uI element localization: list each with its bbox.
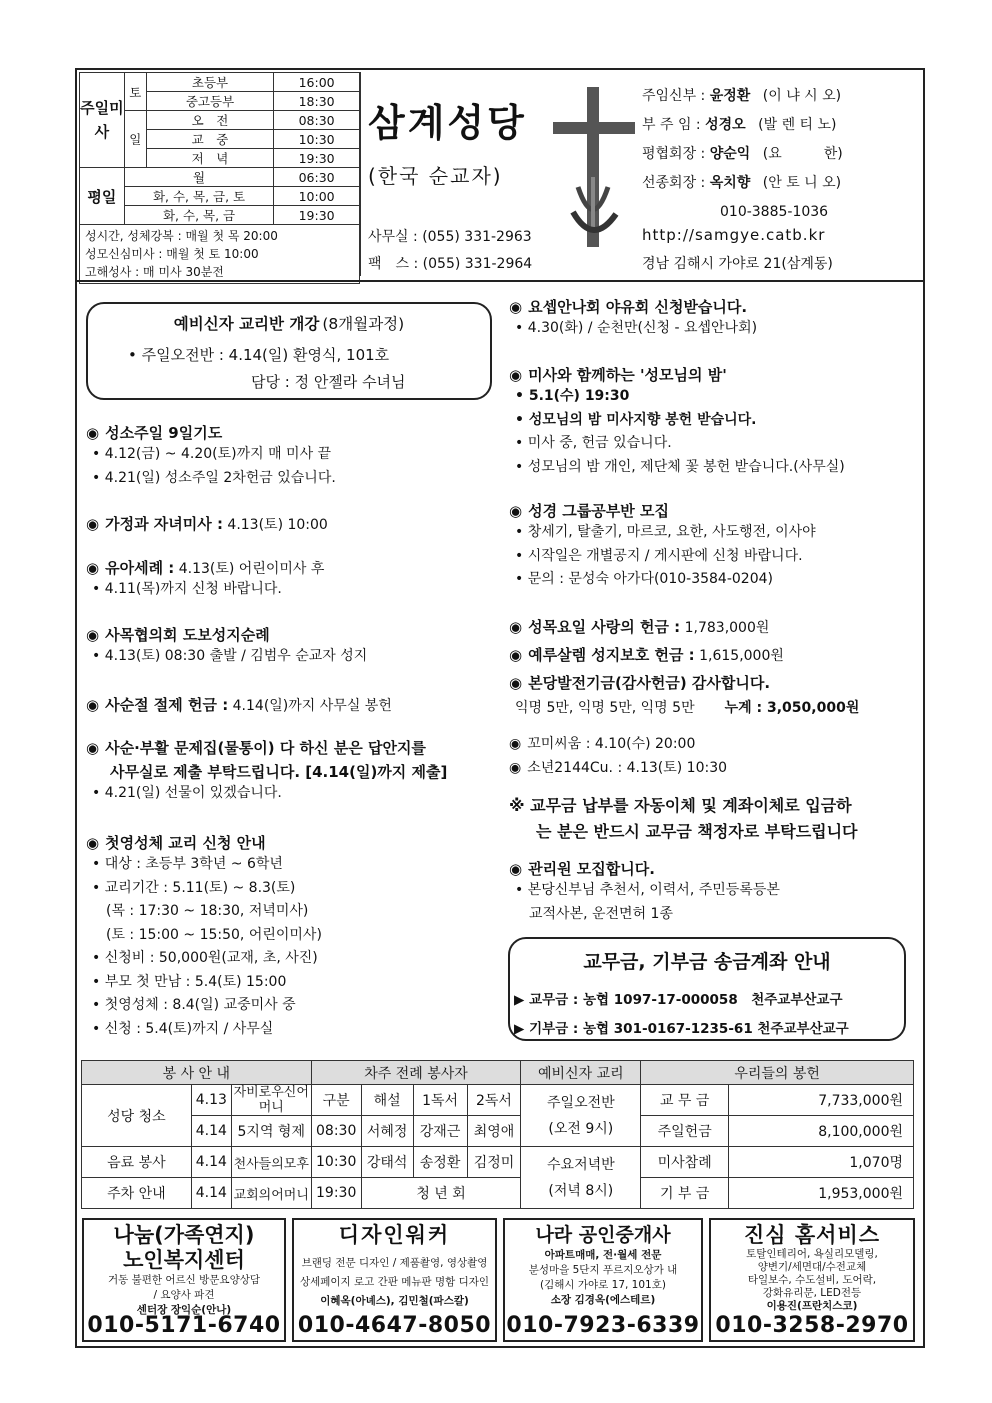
website-url[interactable]: http://samgye.catb.kr <box>642 226 826 244</box>
weekday-mass-label: 평일 <box>80 168 125 225</box>
mass-schedule-table <box>79 72 360 284</box>
catechumen-teacher: 담당 : 정 안젤라 수녀님 <box>251 373 406 391</box>
ad-nanum: 나눔(가족연지) 노인복지센터 거동 불편한 어르신 방문요양상담 / 요양사 파견 센터장 장익순(안나) 010-5171-6740 <box>82 1218 286 1342</box>
notice-vocation: ◉ 성소주일 9일기도 • 4.12(금) ~ 4.20(토)까지 매 미사 끝 • 4.21(일) 성소주일 2차헌금 있습니다. <box>86 424 336 486</box>
notice-pilgrimage: ◉ 사목협의회 도보성지순례 • 4.13(토) 08:30 출발 / 김범우 순교자 성지 <box>86 626 368 664</box>
sunday-mass-label: 주일미사 <box>80 73 125 168</box>
ad-phone[interactable]: 010-3258-2970 <box>715 1313 909 1338</box>
mass-name: 저 녁 <box>146 149 273 168</box>
mass-name: 교 중 <box>146 130 273 149</box>
sunday-label: 일 <box>124 111 146 168</box>
catechumen-title: 예비신자 교리반 개강 <box>173 315 320 333</box>
notice-youth: ◉ 꼬미씨움 : 4.10(수) 20:00 ◉ 소년2144Cu. : 4.13(토) 10:30 <box>509 736 728 776</box>
office-phone: 사무실 : (055) 331-2963 <box>368 229 532 245</box>
staff-row: 주임신부 : 윤정환 (이 냐 시 오) <box>642 88 842 104</box>
mass-name: 화, 수, 목, 금 <box>124 206 273 225</box>
mass-time: 10:30 <box>274 130 360 149</box>
mass-time: 16:00 <box>274 73 360 92</box>
mass-name: 오 전 <box>146 111 273 130</box>
bank-line: ▶ 기부금 : 농협 301-0167-1235-61 천주교부산교구 <box>514 1021 849 1037</box>
notice-family-mass: ◉ 가정과 자녀미사 : 4.13(토) 10:00 <box>86 515 328 533</box>
notice-mary-night: ◉ 미사와 함께하는 '성모님의 밤' • 5.1(수) 19:30 • 성모님의 밤 미사지향 봉헌 받습니다. • 미사 중, 헌금 있습니다. • 성모님의 밤 개인, 제단체 꽃 봉헌 받습니다.(사무실) <box>509 366 845 475</box>
ad-design-worker: 디자인워커 브랜딩 전문 디자인 / 제품촬영, 영상촬영 상세페이지 로고 간판 메뉴판 명함 디자인 이혜옥(아녜스), 김민철(파스칼) 010-4647-8050 <box>292 1218 497 1342</box>
church-address: 경남 김해시 가야로 21(삼계동) <box>642 256 833 272</box>
ad-phone[interactable]: 010-7923-6339 <box>506 1313 700 1338</box>
notice-offerings: ◉ 성목요일 사랑의 헌금 : 1,783,000원 ◉ 예루살렘 성지보호 헌금 : 1,615,000원 ◉ 본당발전기금(감사헌금) 감사합니다. 익명 5만, 익명 5만, 익명 5만 누계 : 3,050,000원 <box>509 618 860 716</box>
church-title: 삼계성당 <box>368 101 527 145</box>
ad-phone[interactable]: 010-4647-8050 <box>297 1313 492 1338</box>
mass-time: 19:30 <box>274 206 360 225</box>
notice-autopay: ※ 교무금 납부를 자동이체 및 계좌이체로 입금하 는 분은 반드시 교무금 책정자로 부탁드립니다 <box>509 796 858 841</box>
mass-name: 초등부 <box>146 73 273 92</box>
fax-number: 팩 스 : (055) 331-2964 <box>368 256 533 272</box>
catechumen-line: • 주일오전반 : 4.14(일) 환영식, 101호 <box>128 346 390 364</box>
offering-header: 우리들의 봉헌 <box>641 1061 914 1085</box>
mass-time: 08:30 <box>274 111 360 130</box>
ad-phone[interactable]: 010-5171-6740 <box>87 1313 281 1338</box>
section-divider <box>75 280 925 282</box>
staff-row: 선종회장 : 옥치향 (안 토 니 오) <box>642 175 842 191</box>
mass-name: 월 <box>124 168 273 187</box>
liturgy-header: 차주 전례 봉사자 <box>311 1061 521 1085</box>
mass-time: 18:30 <box>274 92 360 111</box>
mass-time: 10:00 <box>274 187 360 206</box>
mass-time: 19:30 <box>274 149 360 168</box>
church-subtitle: (한국 순교자) <box>368 164 503 188</box>
notice-lent-offering: ◉ 사순절 절제 헌금 : 4.14(일)까지 사무실 봉헌 <box>86 696 392 714</box>
service-header: 봉 사 안 내 <box>82 1061 312 1085</box>
notice-joseph-anna: ◉ 요셉안나회 야유회 신청받습니다. • 4.30(화) / 순천만(신청 - 요셉안나회) <box>509 298 758 336</box>
staff-row: 부 주 임 : 성경오 (발 렌 티 노) <box>642 117 837 133</box>
mass-notes: 성시간, 성체강복 : 매월 첫 목 20:00 성모신심미사 : 매월 첫 토 10:00 고해성사 : 매 미사 30분전 <box>80 225 360 284</box>
notice-first-communion: ◉ 첫영성체 교리 신청 안내 • 대상 : 초등부 3학년 ~ 6학년 • 교리기간 : 5.11(토) ~ 8.3(토) (목 : 17:30 ~ 18:30, 저녁미사) (토 : 15:00 ~ 15:50, 어린이미사) • 신청비 : 50,000원(교재, 초, 사진) • 부모 첫 만남 : 5.4(토) 15:00 • 첫영성체 : 8.4(일) 교중미사 중 • 신청 : 5.4(토)까지 / 사무실 <box>86 834 322 1037</box>
bank-title: 교무금, 기부금 송금계좌 안내 <box>583 951 831 973</box>
catechumen-header: 예비신자 교리 <box>521 1061 641 1085</box>
notice-admin-recruit: ◉ 관리원 모집합니다. • 본당신부님 추천서, 이력서, 주민등록등본 교적사본, 운전면허 1종 <box>509 860 780 922</box>
notice-infant-baptism: ◉ 유아세례 : 4.13(토) 어린이미사 후 • 4.11(목)까지 신청 바랍니다. <box>86 559 325 597</box>
cross-logo-icon <box>548 82 640 257</box>
notice-workbook: ◉ 사순·부활 문제집(물통이) 다 하신 분은 답안지를 사무실로 제출 부탁드립니다. [4.14(일)까지 제출] • 4.21(일) 선물이 있겠습니다. <box>86 739 448 801</box>
mass-name: 중고등부 <box>146 92 273 111</box>
catechumen-box: 예비신자 교리반 개강 (8개월과정) • 주일오전반 : 4.14(일) 환영식, 101호 담당 : 정 안젤라 수녀님 <box>86 302 492 400</box>
bank-line: ▶ 교무금 : 농협 1097-17-000058 천주교부산교구 <box>514 992 843 1008</box>
bank-account-box <box>508 937 906 1041</box>
staff-list <box>642 82 843 227</box>
saturday-label: 토 <box>124 73 146 111</box>
mass-name: 화, 수, 목, 금, 토 <box>124 187 273 206</box>
service-table: 봉 사 안 내 차주 전례 봉사자 예비신자 교리 우리들의 봉헌 성당 청소 4.13 자비로우신어머니 구분 해설 1독서 2독서 주일오전반 (오전 9시) 교 무 금 7,733,000원 4.14 5지역 형제 08:30 서혜정 강재근 최영애 주일헌금 8,100,000원 음료 봉사 4.14 천사들의모후 10:30 강태석 송정환 김정미 수요저녁반 (저녁 8시) 미사참례 1,070명 주차 안내 4.14 교회의어머니 19:30 청 년 회 기 부 금 1,953,000원 <box>81 1060 914 1209</box>
ad-realty: 나라 공인중개사 아파트매매, 전·월세 전문 분성마을 5단지 푸르지오상가 내 (김해시 가야로 17, 101호) 소장 김경옥(에스테르) 010-7923-6339 <box>503 1218 703 1342</box>
header-divider <box>360 72 361 276</box>
staff-row: 평협회장 : 양순익 (요 한) <box>642 146 843 162</box>
contact-phone: 010-3885-1036 <box>720 204 829 220</box>
ad-home-service: 진심 홈서비스 토탈인테리어, 욕실리모델링, 양변기/세면대/수전교체 타일보수, 수도설비, 도어락, 강화유리문, LED전등 이용진(프란치스코) 010-3258-2970 <box>709 1218 915 1342</box>
mass-time: 06:30 <box>274 168 360 187</box>
notice-bible-study: ◉ 성경 그룹공부반 모집 • 창세기, 탈출기, 마르코, 요한, 사도행전, 이사야 • 시작일은 개별공지 / 게시판에 신청 바랍니다. • 문의 : 문성숙 아가다(010-3584-0204) <box>509 502 816 587</box>
